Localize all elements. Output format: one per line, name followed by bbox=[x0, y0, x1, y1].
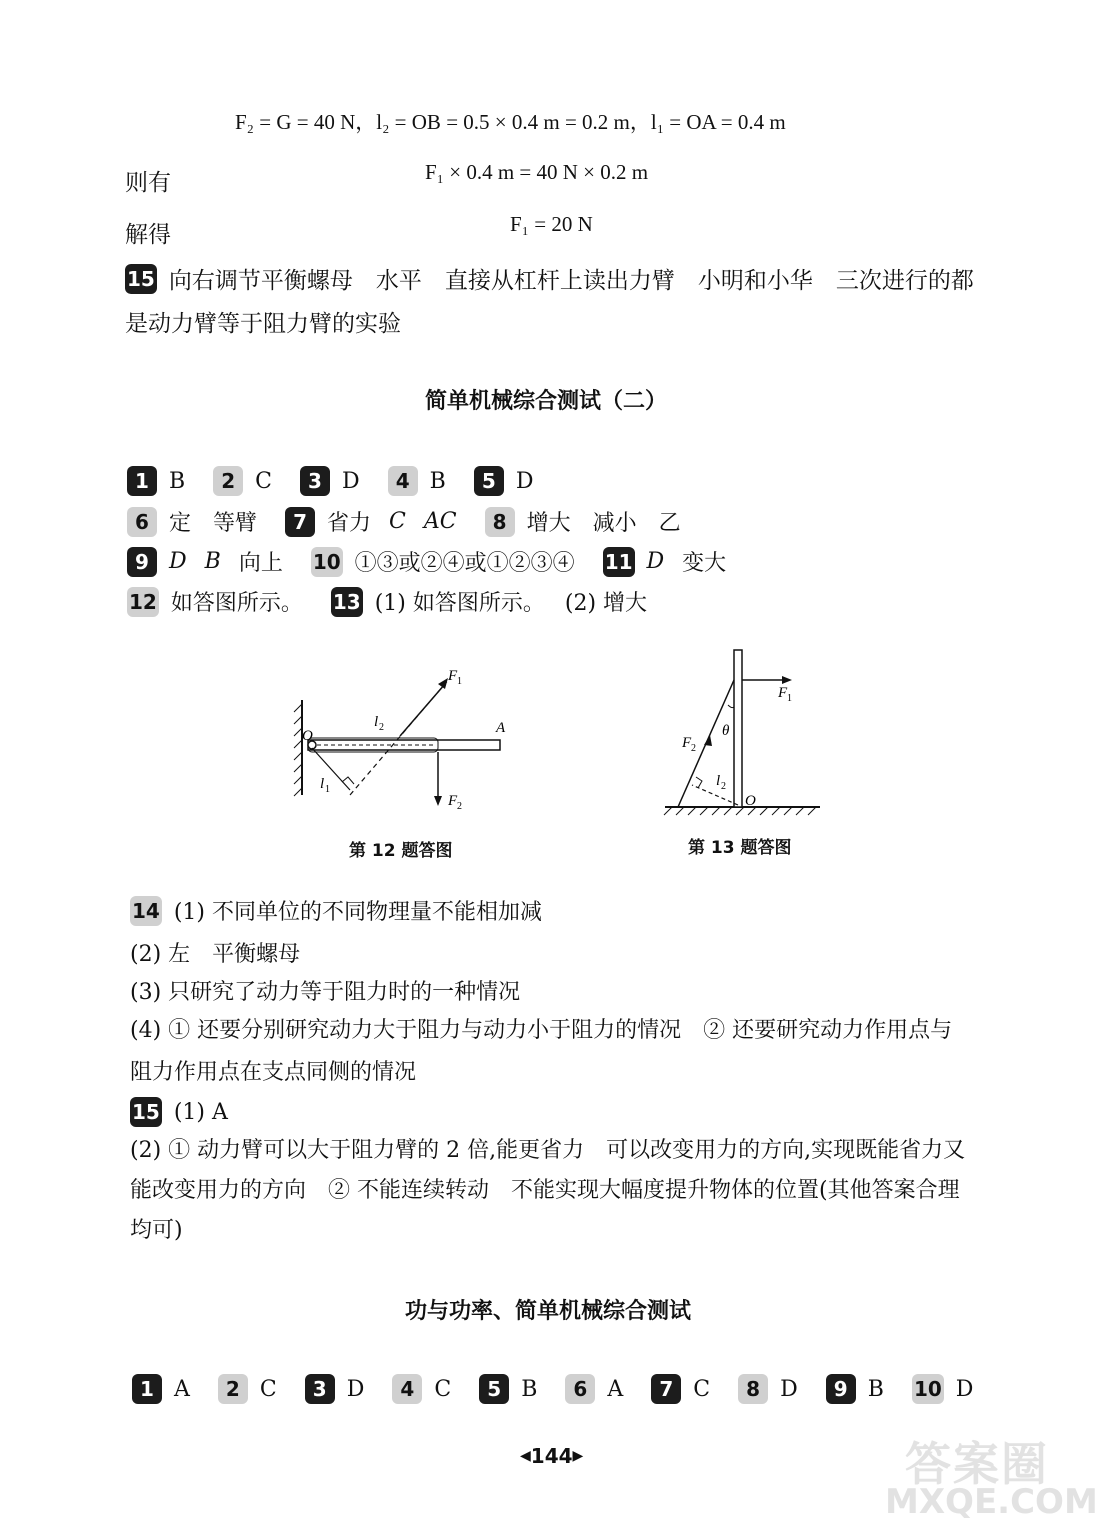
answer-text: 等臂 bbox=[213, 511, 258, 536]
answer-text: 向右调节平衡螺母 水平 直接从杠杆上读出力臂 小明和小华 三次进行的都 bbox=[168, 268, 974, 294]
question-number-badge: 3 bbox=[305, 1374, 335, 1404]
q15-line2a: (2) ① 动力臂可以大于阻力臂的 2 倍,能更省力 可以改变用力的方向,实现既能省力又 bbox=[130, 1138, 966, 1163]
prev-q15-line1 bbox=[125, 262, 984, 295]
answer-text: C bbox=[389, 509, 406, 534]
force-f1-arrow bbox=[400, 684, 445, 736]
answer-choice: D bbox=[515, 468, 534, 494]
label-l1: l bbox=[320, 776, 325, 792]
q14-line4a: (4) ① 还要分别研究动力大于阻力与动力小于阻力的情况 ② 还要研究动力作用点与 bbox=[130, 1018, 953, 1043]
answer-text: 变大 bbox=[682, 551, 727, 576]
label-l2: l bbox=[716, 773, 721, 789]
answer-text: 减小 bbox=[592, 511, 637, 536]
label-l2-sub: 2 bbox=[721, 781, 726, 792]
answer-text: B bbox=[204, 549, 221, 574]
arrowhead-icon bbox=[782, 676, 792, 684]
label-f1-sub: 1 bbox=[457, 676, 462, 687]
label-l2: l bbox=[374, 714, 379, 730]
label-f2-sub: 2 bbox=[691, 743, 696, 754]
answer-choice: D bbox=[342, 468, 360, 494]
answer-text: (2) 增大 bbox=[564, 591, 648, 616]
question-number-badge: 1 bbox=[127, 466, 157, 496]
page-number-value: 144 bbox=[530, 1444, 573, 1468]
question-number-badge: 5 bbox=[474, 466, 504, 496]
question-number-badge: 9 bbox=[127, 547, 157, 577]
figure-13-diagram bbox=[660, 645, 825, 820]
label-f1-sub: 1 bbox=[787, 693, 792, 704]
question-number-badge: 13 bbox=[331, 587, 363, 617]
answer-text: 定 bbox=[169, 511, 192, 536]
right-angle-mark bbox=[696, 777, 702, 788]
answer-choice: B bbox=[169, 468, 186, 494]
label-f2: F bbox=[682, 735, 692, 751]
angle-arc bbox=[728, 705, 734, 708]
label-a: A bbox=[496, 720, 506, 736]
arm-l1 bbox=[312, 748, 350, 790]
answer-row-1 bbox=[127, 466, 543, 496]
label-f2-sub: 2 bbox=[457, 801, 462, 812]
question-number-badge: 5 bbox=[479, 1374, 509, 1404]
figure-12-diagram bbox=[290, 660, 520, 820]
answer-choice: D bbox=[955, 1376, 974, 1402]
answer-text: 省力 bbox=[327, 511, 372, 536]
answer-text: 增大 bbox=[526, 511, 571, 536]
answer-text: 向上 bbox=[238, 551, 283, 576]
watermark-logo: 答案圈 bbox=[905, 1437, 1049, 1491]
answer-choice: C bbox=[255, 468, 273, 494]
q14-line1 bbox=[130, 895, 552, 926]
label-l2-sub: 2 bbox=[379, 722, 384, 733]
answer-text: ①③或②④或①②③④ bbox=[354, 551, 575, 576]
arrowhead-icon bbox=[704, 735, 712, 746]
triangle-right-icon: ▶ bbox=[572, 1448, 584, 1464]
q14-line4b: 阻力作用点在支点同侧的情况 bbox=[130, 1060, 417, 1085]
q15-line2c: 均可) bbox=[130, 1218, 183, 1243]
arm-l2 bbox=[692, 785, 738, 805]
question-number-badge: 2 bbox=[213, 466, 243, 496]
arrowhead-icon bbox=[438, 678, 448, 689]
answer-text: (1) A bbox=[173, 1099, 228, 1125]
question-number-badge: 6 bbox=[565, 1374, 595, 1404]
answer-choice: D bbox=[780, 1376, 798, 1402]
answer-choice: C bbox=[259, 1376, 277, 1402]
question-number-badge: 4 bbox=[392, 1374, 422, 1404]
question-number-badge: 4 bbox=[388, 466, 418, 496]
question-number-badge: 7 bbox=[651, 1374, 681, 1404]
answer-choice: D bbox=[346, 1376, 365, 1402]
question-number-badge: 10 bbox=[311, 547, 343, 577]
question-number-badge: 14 bbox=[130, 896, 162, 926]
answer-choice: A bbox=[607, 1376, 624, 1402]
equation-line-2: F₁ × 0.4 m = 40 N × 0.2 m bbox=[425, 160, 649, 184]
question-number-badge: 12 bbox=[127, 587, 159, 617]
answer-choice: C bbox=[434, 1376, 452, 1402]
answer-text: (1) 不同单位的不同物理量不能相加减 bbox=[173, 900, 543, 925]
page-number bbox=[520, 1444, 583, 1468]
q14-line2: (2) 左 平衡螺母 bbox=[130, 942, 301, 967]
answer-text: 如答图所示。 bbox=[170, 591, 303, 616]
figure-12-caption: 第 12 题答图 bbox=[349, 841, 453, 861]
label-l1-sub: 1 bbox=[325, 784, 330, 795]
question-number-badge: 8 bbox=[485, 507, 515, 537]
answer-row-4 bbox=[127, 586, 657, 617]
q15-line2b: 能改变用力的方向 ② 不能连续转动 不能实现大幅度提升物体的位置(其他答案合理 bbox=[130, 1178, 960, 1203]
figure-13-caption: 第 13 题答图 bbox=[688, 838, 792, 858]
question-number-badge: 9 bbox=[826, 1374, 856, 1404]
question-number-badge: 15 bbox=[130, 1097, 162, 1127]
question-number-badge: 15 bbox=[125, 264, 157, 294]
answer-choice: B bbox=[429, 468, 446, 494]
answer-row-3 bbox=[127, 546, 736, 577]
label-theta: θ bbox=[722, 723, 730, 739]
answer-choice: B bbox=[867, 1376, 884, 1402]
label-solve: 解得 bbox=[125, 222, 171, 248]
answer-row-2 bbox=[127, 506, 691, 537]
question-number-badge: 7 bbox=[285, 507, 315, 537]
section-title-2: 简单机械综合测试（二） bbox=[425, 389, 668, 414]
question-number-badge: 1 bbox=[132, 1374, 162, 1404]
label-o: O bbox=[302, 728, 313, 744]
label-f1: F bbox=[448, 668, 458, 684]
question-number-badge: 11 bbox=[603, 547, 635, 577]
question-number-badge: 3 bbox=[300, 466, 330, 496]
question-number-badge: 6 bbox=[127, 507, 157, 537]
prev-q15-line2: 是动力臂等于阻力臂的实验 bbox=[125, 311, 401, 337]
q15-line1 bbox=[130, 1097, 238, 1127]
wall-hatching bbox=[294, 704, 302, 796]
label-f2: F bbox=[448, 793, 458, 809]
answer-text: 乙 bbox=[658, 511, 681, 536]
question-number-badge: 2 bbox=[218, 1374, 248, 1404]
answer-choice: A bbox=[174, 1376, 190, 1402]
label-o: O bbox=[745, 793, 756, 809]
watermark-url: MXQE.COM bbox=[885, 1482, 1098, 1522]
answer-text: D bbox=[169, 549, 187, 574]
label-then: 则有 bbox=[125, 170, 171, 196]
label-f1: F bbox=[778, 685, 788, 701]
q14-line3: (3) 只研究了动力等于阻力时的一种情况 bbox=[130, 980, 521, 1005]
answer-choice: B bbox=[521, 1376, 538, 1402]
answer-text: D bbox=[646, 549, 665, 574]
question-number-badge: 8 bbox=[738, 1374, 768, 1404]
equation-line-3: F₁ = 20 N bbox=[510, 212, 593, 236]
section-title-3: 功与功率、简单机械综合测试 bbox=[405, 1299, 692, 1324]
arrowhead-icon bbox=[434, 796, 442, 806]
answer-text: AC bbox=[423, 509, 457, 534]
question-number-badge: 10 bbox=[912, 1374, 944, 1404]
answer-row-section3 bbox=[132, 1374, 983, 1404]
ground-hatching bbox=[664, 807, 816, 815]
triangle-left-icon: ◀ bbox=[520, 1448, 531, 1464]
vertical-pole bbox=[734, 650, 742, 807]
answer-text: (1) 如答图所示。 bbox=[374, 591, 545, 616]
equation-line-1: F₂ = G = 40 N，l₂ = OB = 0.5 × 0.4 m = 0.2 m，l₁ = OA = 0.4 m bbox=[235, 110, 786, 134]
answer-choice: C bbox=[693, 1376, 711, 1402]
